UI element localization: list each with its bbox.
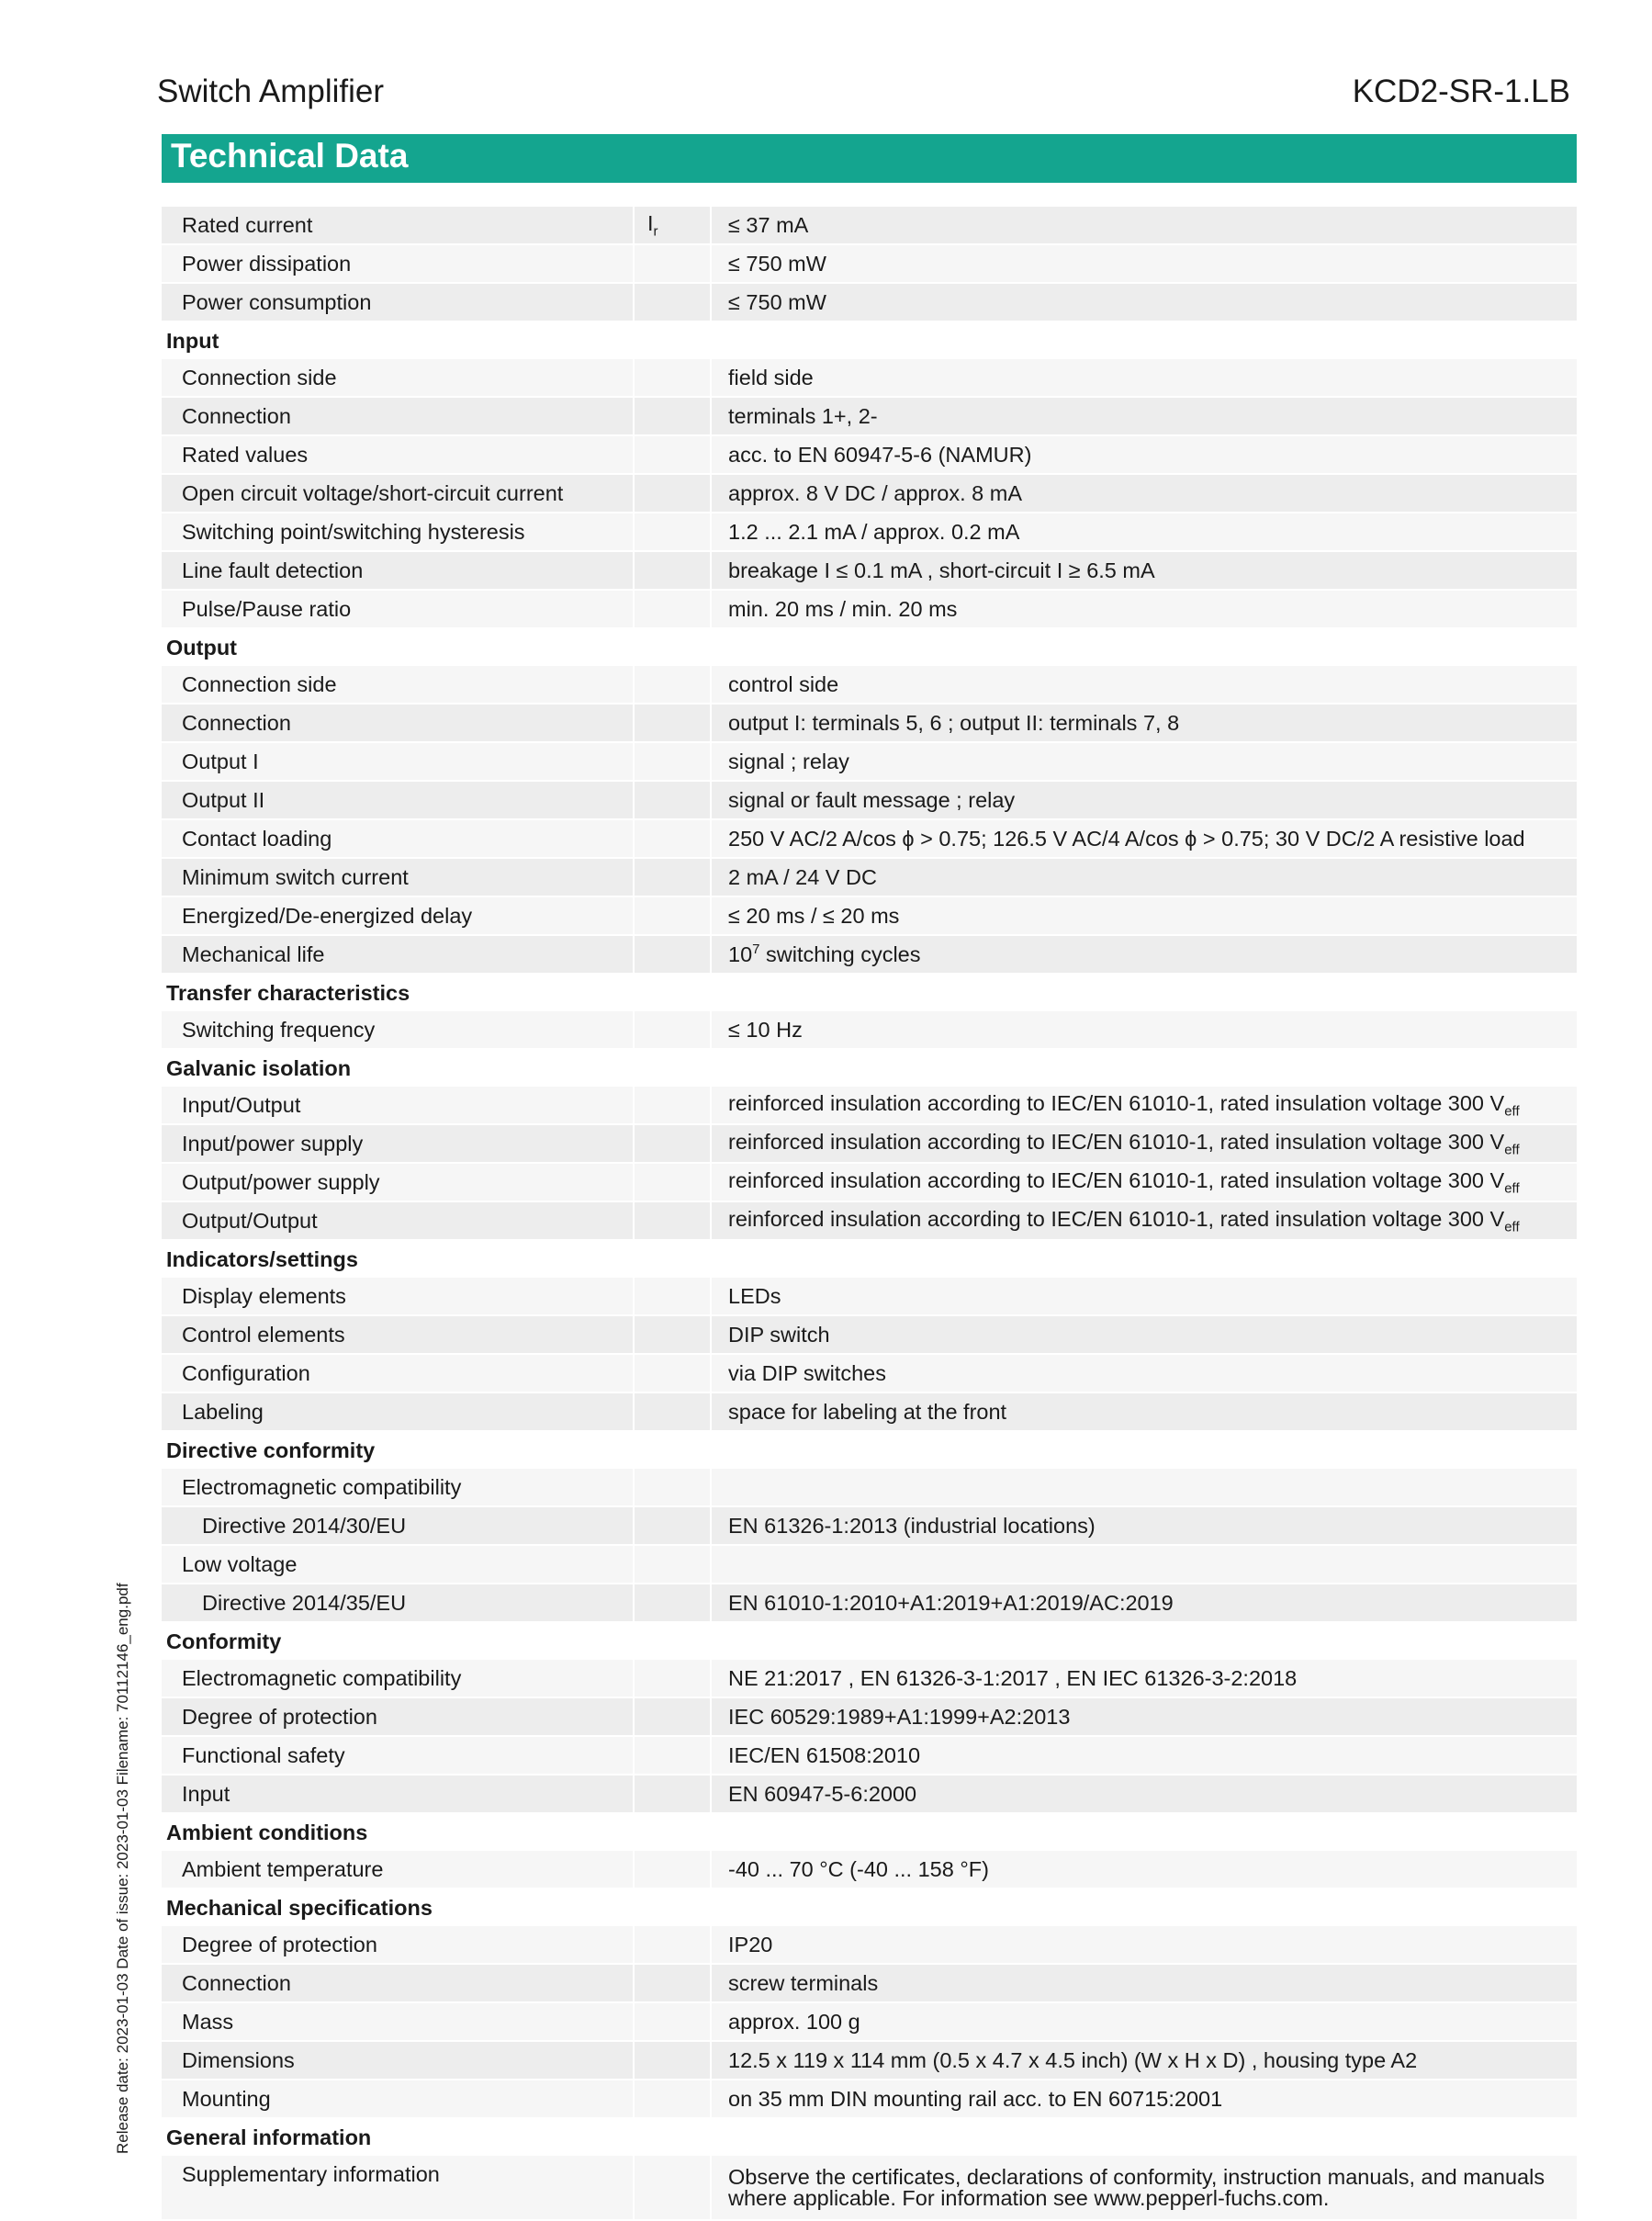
spec-symbol [634, 435, 711, 474]
spec-label: Pulse/Pause ratio [162, 590, 634, 628]
value-text: reinforced insulation according to IEC/EN 61010-1, rated insulation voltage 300 V [728, 1090, 1505, 1115]
value-text: EN 61326-1:2013 (industrial locations) [728, 1513, 1096, 1538]
spec-value [711, 1011, 1577, 1049]
spec-row [162, 1087, 1577, 1124]
spec-symbol [634, 1392, 711, 1431]
value-text: EN 60947-5-6:2000 [728, 1781, 917, 1806]
release-info: Release date: 2023-01-03 Date of issue: 2023-01-03 Filename: 70112146_eng.pdf [114, 1583, 131, 2154]
value-text: 12.5 x 119 x 114 mm (0.5 x 4.7 x 4.5 inch) (W x H x D) , housing type A2 [728, 2047, 1418, 2072]
spec-value [711, 1545, 1577, 1584]
section-header [162, 321, 1577, 359]
spec-symbol [634, 1584, 711, 1622]
spec-value [711, 1392, 1577, 1431]
spec-row [162, 1545, 1577, 1584]
value-text: 250 V AC/2 A/cos ϕ > 0.75; 126.5 V AC/4 A/cos ϕ > 0.75; 30 V DC/2 A resistive load [728, 826, 1525, 851]
spec-label: Display elements [162, 1278, 634, 1315]
value-text: approx. 100 g [728, 2009, 860, 2034]
section-title: Directive conformity [162, 1431, 1577, 1469]
spec-symbol [634, 1278, 711, 1315]
spec-label: Electromagnetic compatibility [162, 1469, 634, 1506]
section-header [162, 628, 1577, 666]
spec-symbol [634, 283, 711, 321]
spec-label: Connection [162, 397, 634, 435]
spec-label: Open circuit voltage/short-circuit current [162, 474, 634, 513]
spec-value [711, 1736, 1577, 1775]
spec-label: Control elements [162, 1315, 634, 1354]
spec-row [162, 1851, 1577, 1888]
spec-label: Low voltage [162, 1545, 634, 1584]
section-header [162, 1431, 1577, 1469]
value-text: 10 [728, 941, 753, 966]
value-text: ≤ 750 mW [728, 251, 826, 276]
spec-label: Output/Output [162, 1201, 634, 1240]
spec-symbol [634, 1545, 711, 1584]
section-title: Transfer characteristics [162, 974, 1577, 1011]
value-text: space for labeling at the front [728, 1399, 1007, 1424]
spec-row [162, 397, 1577, 435]
spec-label: Power consumption [162, 283, 634, 321]
section-header [162, 974, 1577, 1011]
spec-row [162, 2156, 1577, 2220]
spec-label: Directive 2014/30/EU [162, 1506, 634, 1545]
spec-row [162, 1163, 1577, 1201]
symbol-text: I [647, 210, 654, 235]
spec-row [162, 2041, 1577, 2080]
value-text: ≤ 20 ms / ≤ 20 ms [728, 903, 900, 928]
value-text: approx. 8 V DC / approx. 8 mA [728, 480, 1023, 505]
spec-row [162, 1392, 1577, 1431]
value-text: reinforced insulation according to IEC/EN 61010-1, rated insulation voltage 300 V [728, 1129, 1505, 1154]
spec-symbol [634, 244, 711, 283]
spec-label: Mounting [162, 2080, 634, 2118]
spec-label: Switching point/switching hysteresis [162, 513, 634, 551]
spec-value [711, 1278, 1577, 1315]
section-header [162, 1813, 1577, 1851]
spec-row [162, 1736, 1577, 1775]
spec-value [711, 858, 1577, 896]
value-subscript: eff [1504, 1103, 1520, 1120]
spec-row [162, 2002, 1577, 2041]
spec-row [162, 283, 1577, 321]
spec-value [711, 1964, 1577, 2002]
spec-row [162, 781, 1577, 819]
value-text: IP20 [728, 1932, 773, 1956]
section-header [162, 1622, 1577, 1660]
value-text: screw terminals [728, 1970, 879, 1995]
spec-label: Power dissipation [162, 244, 634, 283]
spec-symbol [634, 1851, 711, 1888]
document-title: Switch Amplifier [157, 73, 385, 109]
spec-row [162, 858, 1577, 896]
spec-label: Dimensions [162, 2041, 634, 2080]
value-superscript: 7 [752, 941, 760, 958]
spec-label: Electromagnetic compatibility [162, 1660, 634, 1697]
spec-label: Input/Output [162, 1087, 634, 1124]
banner-title: Technical Data [171, 137, 409, 175]
value-text: IEC/EN 61508:2010 [728, 1742, 921, 1767]
spec-label: Connection side [162, 359, 634, 397]
section-title: Input [162, 321, 1577, 359]
value-text: NE 21:2017 , EN 61326-3-1:2017 , EN IEC 61326-3-2:2018 [728, 1665, 1298, 1690]
spec-symbol [634, 1354, 711, 1392]
spec-label: Configuration [162, 1354, 634, 1392]
spec-row [162, 1278, 1577, 1315]
spec-label: Input/power supply [162, 1124, 634, 1163]
value-text: via DIP switches [728, 1360, 886, 1385]
spec-symbol [634, 896, 711, 935]
value-suffix: switching cycles [759, 941, 921, 966]
spec-symbol [634, 1736, 711, 1775]
spec-row [162, 2080, 1577, 2118]
value-text: terminals 1+, 2- [728, 403, 878, 428]
spec-symbol [634, 666, 711, 704]
spec-value [711, 1697, 1577, 1736]
value-text: ≤ 10 Hz [728, 1017, 803, 1042]
spec-row [162, 1926, 1577, 1964]
spec-label: Line fault detection [162, 551, 634, 590]
spec-value [711, 1124, 1577, 1163]
spec-value [711, 2080, 1577, 2118]
spec-value [711, 2156, 1577, 2220]
spec-row [162, 513, 1577, 551]
value-text: acc. to EN 60947-5-6 (NAMUR) [728, 442, 1032, 467]
spec-label: Labeling [162, 1392, 634, 1431]
spec-value [711, 935, 1577, 974]
value-text: ≤ 750 mW [728, 289, 826, 314]
spec-label: Connection side [162, 666, 634, 704]
section-title: Output [162, 628, 1577, 666]
spec-row [162, 704, 1577, 742]
spec-row [162, 1506, 1577, 1545]
spec-symbol [634, 742, 711, 781]
spec-symbol [634, 1201, 711, 1240]
value-subscript: eff [1504, 1142, 1520, 1158]
spec-symbol [634, 2080, 711, 2118]
value-text: on 35 mm DIN mounting rail acc. to EN 60715:2001 [728, 2086, 1223, 2111]
spec-row [162, 207, 1577, 244]
spec-value [711, 359, 1577, 397]
spec-value [711, 781, 1577, 819]
spec-row [162, 244, 1577, 283]
value-text: output I: terminals 5, 6 ; output II: terminals 7, 8 [728, 710, 1180, 735]
spec-symbol [634, 2156, 711, 2220]
spec-value [711, 474, 1577, 513]
value-subscript: eff [1504, 1180, 1520, 1197]
value-text: -40 ... 70 °C (-40 ... 158 °F) [728, 1856, 989, 1881]
value-text: reinforced insulation according to IEC/EN 61010-1, rated insulation voltage 300 V [728, 1167, 1505, 1192]
spec-row [162, 1201, 1577, 1240]
spec-row [162, 1964, 1577, 2002]
section-title: Mechanical specifications [162, 1888, 1577, 1926]
spec-label: Output/power supply [162, 1163, 634, 1201]
spec-symbol [634, 474, 711, 513]
spec-value [711, 1201, 1577, 1240]
spec-value [711, 551, 1577, 590]
spec-value [711, 244, 1577, 283]
spec-value [711, 1354, 1577, 1392]
section-title: Conformity [162, 1622, 1577, 1660]
spec-symbol [634, 1124, 711, 1163]
spec-symbol [634, 2041, 711, 2080]
spec-row [162, 935, 1577, 974]
spec-symbol [634, 359, 711, 397]
value-text: breakage I ≤ 0.1 mA , short-circuit I ≥ 6.5 mA [728, 558, 1155, 582]
value-text: reinforced insulation according to IEC/EN 61010-1, rated insulation voltage 300 V [728, 1206, 1505, 1231]
section-header [162, 2118, 1577, 2156]
spec-value [711, 1851, 1577, 1888]
spec-row [162, 590, 1577, 628]
section-banner [162, 134, 1577, 183]
spec-value [711, 2041, 1577, 2080]
spec-label: Supplementary information [162, 2156, 634, 2220]
spec-symbol [634, 1926, 711, 1964]
value-text: control side [728, 671, 839, 696]
value-text: IEC 60529:1989+A1:1999+A2:2013 [728, 1704, 1071, 1729]
spec-value [711, 1584, 1577, 1622]
value-text: LEDs [728, 1283, 781, 1308]
value-text: 2 mA / 24 V DC [728, 864, 877, 889]
spec-value [711, 704, 1577, 742]
value-text: 1.2 ... 2.1 mA / approx. 0.2 mA [728, 519, 1020, 544]
spec-symbol [634, 1697, 711, 1736]
spec-symbol [634, 704, 711, 742]
spec-symbol [634, 397, 711, 435]
section-title: Indicators/settings [162, 1240, 1577, 1278]
spec-value [711, 1315, 1577, 1354]
spec-symbol [634, 858, 711, 896]
spec-row [162, 551, 1577, 590]
spec-row [162, 666, 1577, 704]
spec-label: Rated values [162, 435, 634, 474]
spec-row [162, 1011, 1577, 1049]
spec-value [711, 1660, 1577, 1697]
spec-value [711, 590, 1577, 628]
spec-row [162, 435, 1577, 474]
spec-symbol [634, 935, 711, 974]
value-text: ≤ 37 mA [728, 212, 809, 237]
spec-row [162, 359, 1577, 397]
spec-label: Connection [162, 1964, 634, 2002]
spec-label: Switching frequency [162, 1011, 634, 1049]
section-header [162, 1888, 1577, 1926]
spec-value [711, 435, 1577, 474]
spec-value [711, 1926, 1577, 1964]
spec-label: Minimum switch current [162, 858, 634, 896]
section-title: General information [162, 2118, 1577, 2156]
spec-label: Output II [162, 781, 634, 819]
spec-row [162, 1124, 1577, 1163]
spec-symbol [634, 1469, 711, 1506]
spec-row [162, 896, 1577, 935]
spec-symbol [634, 1163, 711, 1201]
spec-symbol [634, 513, 711, 551]
spec-symbol [634, 1660, 711, 1697]
spec-row [162, 819, 1577, 858]
spec-symbol [634, 781, 711, 819]
spec-label: Degree of protection [162, 1926, 634, 1964]
value-text: min. 20 ms / min. 20 ms [728, 596, 958, 621]
spec-value [711, 819, 1577, 858]
symbol-subscript: r [653, 223, 658, 240]
spec-value [711, 397, 1577, 435]
spec-label: Mass [162, 2002, 634, 2041]
spec-row [162, 1315, 1577, 1354]
section-header [162, 1049, 1577, 1087]
spec-row [162, 742, 1577, 781]
spec-label: Degree of protection [162, 1697, 634, 1736]
value-text: Observe the certificates, declarations of conformity, instruction manuals, and manuals where applicable. For information see www.pepperl-fuchs.com. [728, 2164, 1545, 2210]
section-title: Ambient conditions [162, 1813, 1577, 1851]
model-number: KCD2-SR-1.LB [1352, 73, 1570, 109]
spec-value [711, 1775, 1577, 1813]
spec-symbol [634, 2002, 711, 2041]
spec-symbol [634, 207, 711, 244]
spec-label: Connection [162, 704, 634, 742]
spec-value [711, 1087, 1577, 1124]
spec-symbol [634, 1506, 711, 1545]
spec-value [711, 283, 1577, 321]
value-subscript: eff [1504, 1219, 1520, 1235]
value-text: EN 61010-1:2010+A1:2019+A1:2019/AC:2019 [728, 1590, 1174, 1615]
technical-data-table [162, 207, 1577, 2221]
spec-row [162, 474, 1577, 513]
spec-value [711, 207, 1577, 244]
spec-row [162, 1354, 1577, 1392]
spec-value [711, 2002, 1577, 2041]
section-title: Galvanic isolation [162, 1049, 1577, 1087]
value-text: DIP switch [728, 1322, 830, 1347]
spec-label: Input [162, 1775, 634, 1813]
spec-label: Ambient temperature [162, 1851, 634, 1888]
spec-symbol [634, 590, 711, 628]
spec-row [162, 1697, 1577, 1736]
spec-label: Mechanical life [162, 935, 634, 974]
spec-symbol [634, 1011, 711, 1049]
spec-label: Directive 2014/35/EU [162, 1584, 634, 1622]
value-text: field side [728, 365, 814, 389]
spec-label: Rated current [162, 207, 634, 244]
spec-symbol [634, 819, 711, 858]
spec-value [711, 1163, 1577, 1201]
spec-row [162, 1660, 1577, 1697]
spec-value [711, 666, 1577, 704]
spec-value [711, 1469, 1577, 1506]
section-header [162, 1240, 1577, 1278]
spec-value [711, 1506, 1577, 1545]
spec-symbol [634, 1087, 711, 1124]
value-text: signal or fault message ; relay [728, 787, 1016, 812]
spec-label: Output I [162, 742, 634, 781]
spec-symbol [634, 1775, 711, 1813]
spec-label: Energized/De-energized delay [162, 896, 634, 935]
spec-symbol [634, 551, 711, 590]
value-text: signal ; relay [728, 749, 849, 773]
spec-row [162, 1469, 1577, 1506]
spec-value [711, 513, 1577, 551]
spec-value [711, 896, 1577, 935]
spec-symbol [634, 1315, 711, 1354]
spec-label: Contact loading [162, 819, 634, 858]
spec-symbol [634, 1964, 711, 2002]
spec-label: Functional safety [162, 1736, 634, 1775]
spec-row [162, 1584, 1577, 1622]
spec-value [711, 742, 1577, 781]
spec-row [162, 1775, 1577, 1813]
